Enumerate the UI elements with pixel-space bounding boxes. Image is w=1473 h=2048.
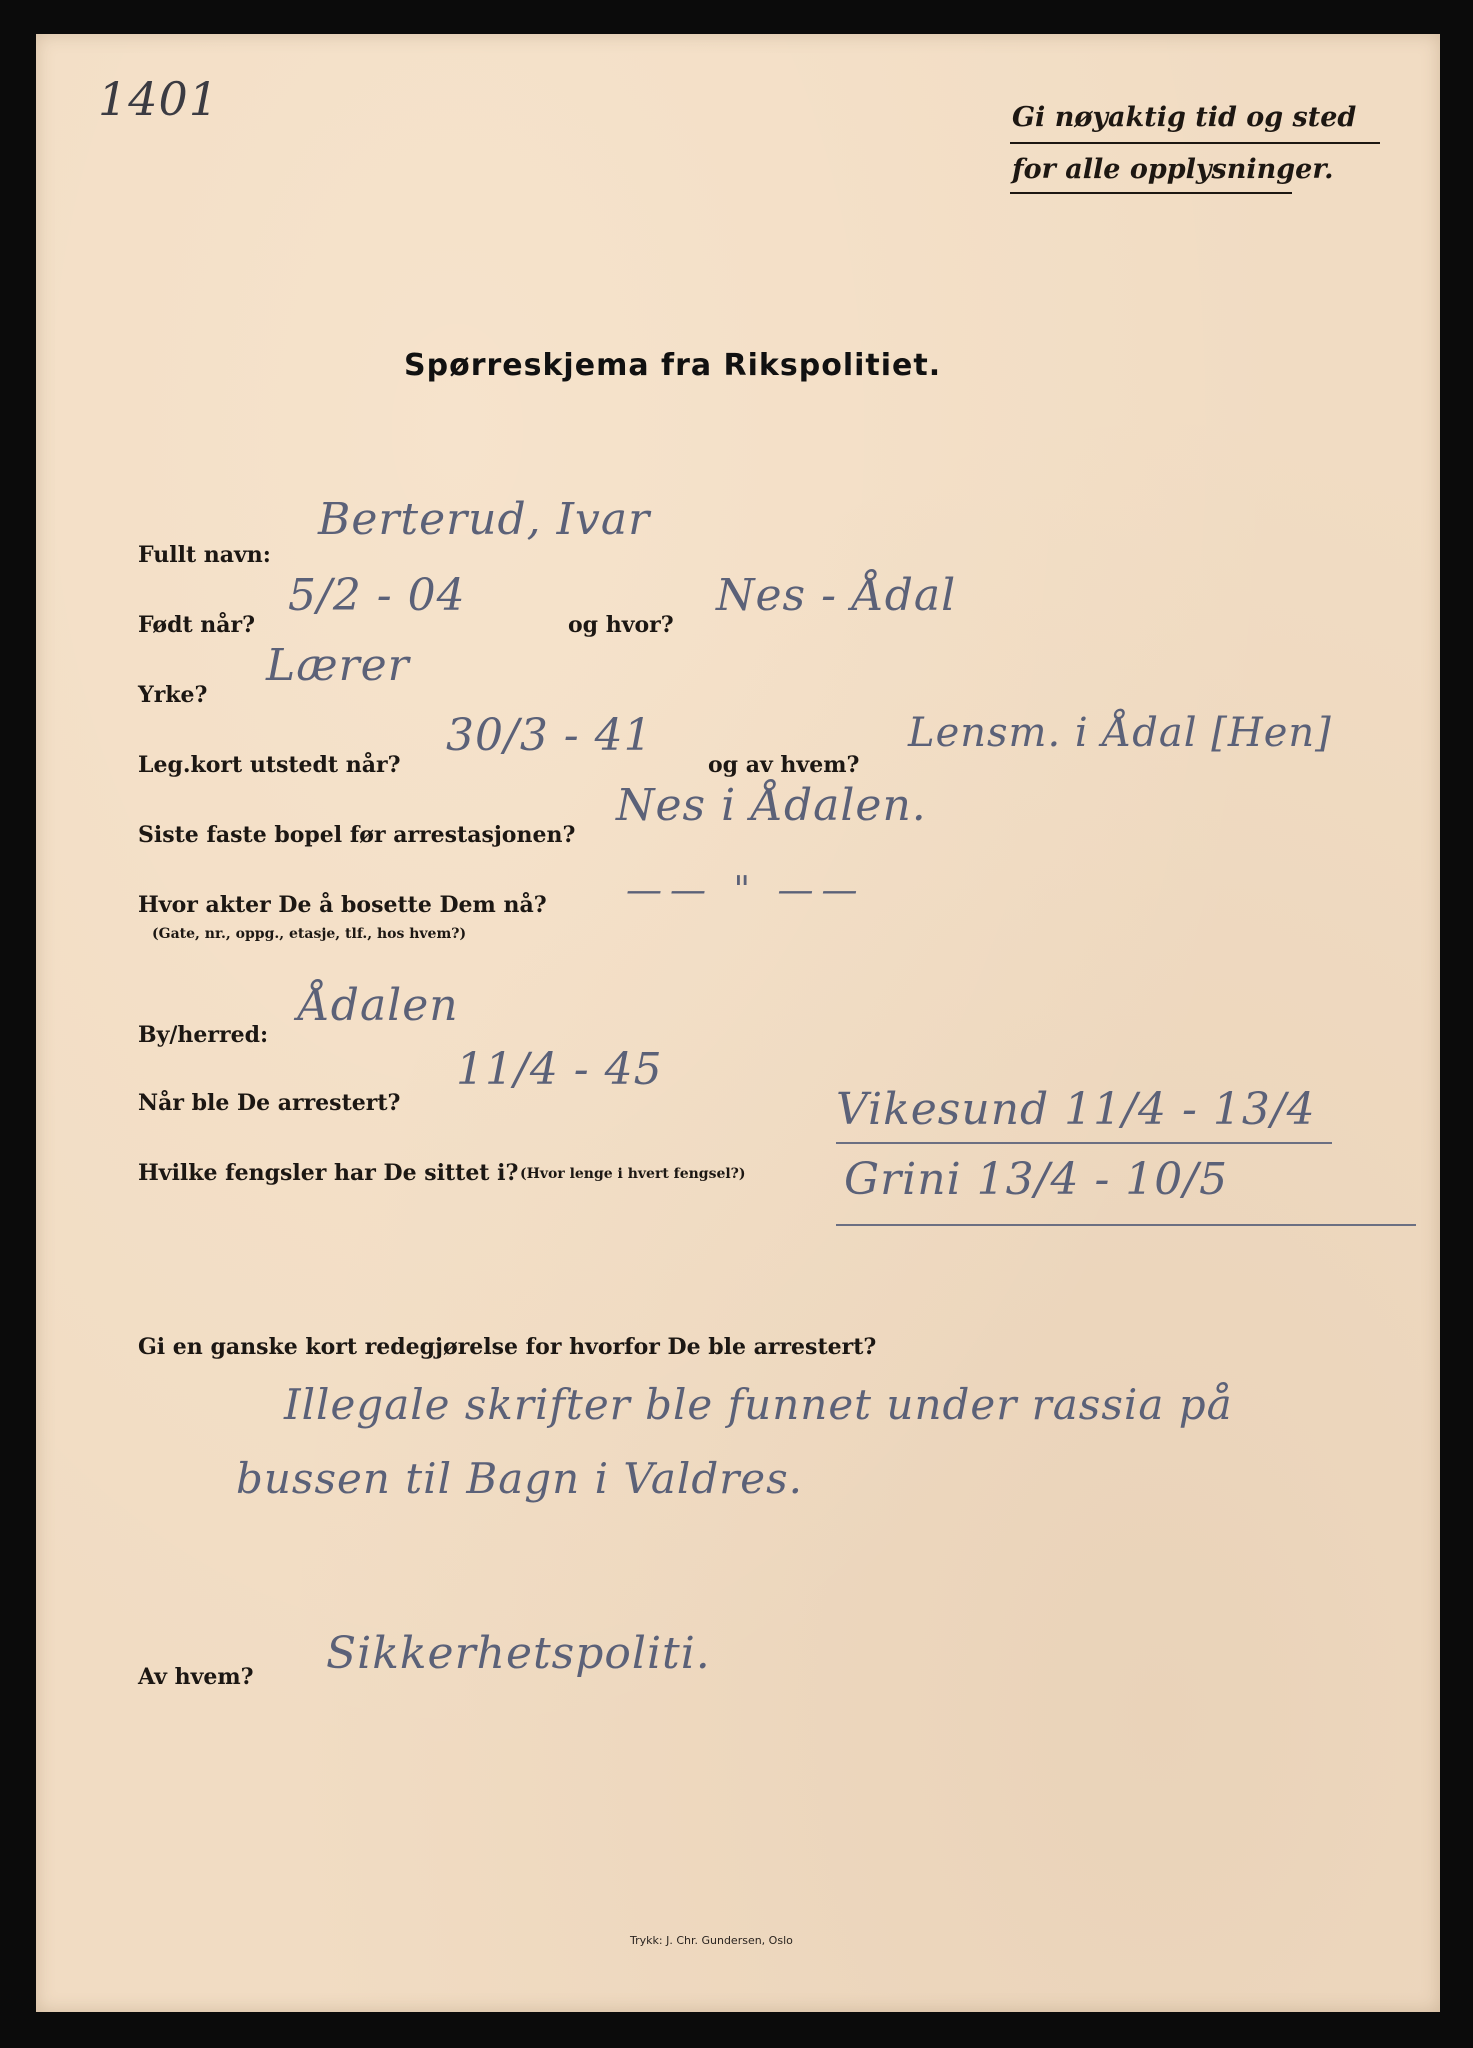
instruction-note-line1: Gi nøyaktig tid og sted (1012, 102, 1357, 133)
last-residence-label: Siste faste bopel før arrestasjonen? (138, 822, 576, 848)
id-issued-when-value: 30/3 - 41 (446, 710, 653, 761)
arrested-when-label: Når ble De arrestert? (138, 1090, 401, 1116)
town-label: By/herred: (138, 1022, 269, 1048)
printer-mark: Trykk: J. Chr. Gundersen, Oslo (630, 1934, 793, 1947)
born-when-label: Født når? (138, 612, 256, 638)
note-underline-1 (1010, 142, 1380, 144)
occupation-value: Lærer (266, 640, 410, 691)
arrested-by-label: Av hvem? (138, 1664, 254, 1690)
prison-entry-1: Vikesund 11/4 - 13/4 (836, 1084, 1316, 1135)
questionnaire-page (36, 34, 1440, 2012)
full-name-label: Fullt navn: (138, 542, 271, 568)
reason-label: Gi en ganske kort redegjørelse for hvorfor De ble arrestert? (138, 1334, 877, 1360)
form-title: Spørreskjema fra Rikspolitiet. (404, 348, 942, 383)
settle-where-sublabel: (Gate, nr., oppg., etasje, tlf., hos hvem?) (152, 926, 467, 942)
last-residence-value: Nes i Ådalen. (616, 780, 927, 831)
born-where-label: og hvor? (568, 612, 674, 638)
full-name-value: Berterud, Ivar (318, 494, 651, 545)
town-value: Ådalen (298, 980, 459, 1031)
id-issued-when-label: Leg.kort utstedt når? (138, 752, 401, 778)
reason-line-1: Illegale skrifter ble funnet under rassia på (284, 1380, 1233, 1429)
prison-entry-2: Grini 13/4 - 10/5 (844, 1154, 1229, 1205)
instruction-note-line2: for alle opplysninger. (1012, 154, 1334, 185)
prisons-sublabel: (Hvor lenge i hvert fengsel?) (520, 1166, 746, 1182)
arrested-when-value: 11/4 - 45 (456, 1044, 663, 1095)
occupation-label: Yrke? (138, 682, 208, 708)
settle-where-label: Hvor akter De å bosette Dem nå? (138, 892, 547, 918)
prison-underline-2 (836, 1224, 1416, 1226)
born-where-value: Nes - Ådal (716, 570, 957, 621)
prisons-label: Hvilke fengsler har De sittet i? (138, 1160, 519, 1186)
id-issued-by-value: Lensm. i Ådal [Hen] (908, 710, 1332, 756)
reason-line-2: bussen til Bagn i Valdres. (236, 1454, 804, 1503)
settle-where-value: —— " —— (626, 870, 866, 911)
prison-underline-1 (836, 1142, 1332, 1144)
arrested-by-value: Sikkerhetspoliti. (326, 1628, 711, 1679)
born-when-value: 5/2 - 04 (288, 570, 466, 621)
id-issued-by-label: og av hvem? (708, 752, 860, 778)
archive-number: 1401 (98, 72, 220, 126)
note-underline-2 (1010, 192, 1292, 194)
